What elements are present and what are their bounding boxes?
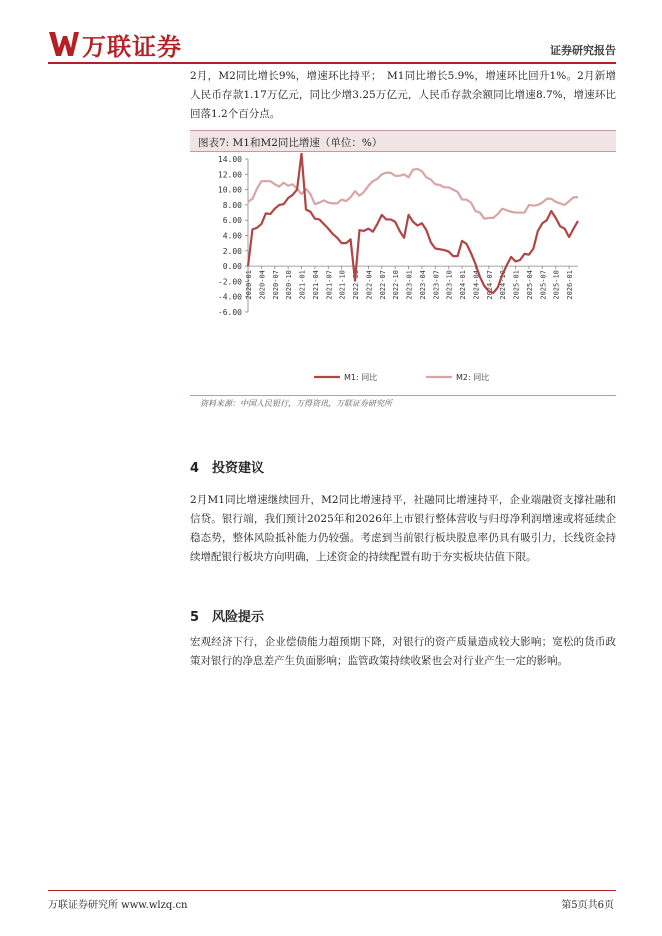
section-5-heading xyxy=(190,606,264,625)
x-tick-label: 2022-01 xyxy=(352,270,361,300)
x-tick-label: 2024-10 xyxy=(499,270,508,300)
x-tick-label: 2023-10 xyxy=(445,270,454,300)
y-tick-label: -4.00 xyxy=(217,292,242,302)
y-tick-label: -6.00 xyxy=(217,308,242,317)
x-tick-label: 2024-04 xyxy=(472,270,481,300)
header-rule xyxy=(48,62,616,64)
page-number: 第5页共6页 xyxy=(561,900,614,911)
figure-title-bar xyxy=(190,130,616,152)
y-tick-label: 6.00 xyxy=(222,216,242,226)
legend-label: M1: 同比 xyxy=(344,373,378,382)
report-type-label: 证券研究报告 xyxy=(550,44,616,57)
legend-label: M2: 同比 xyxy=(456,373,490,382)
x-tick-label: 2022-10 xyxy=(392,270,401,300)
company-logo xyxy=(48,28,182,60)
y-tick-label: 4.00 xyxy=(222,231,242,241)
series-line-2 xyxy=(248,169,578,219)
section-5-number: 5 xyxy=(190,610,200,625)
y-tick-label: 12.00 xyxy=(217,170,242,180)
x-tick-label: 2023-04 xyxy=(418,270,427,300)
y-tick-label: 0.00 xyxy=(222,262,242,272)
page-header xyxy=(48,28,616,64)
y-tick-label: 8.00 xyxy=(222,200,242,210)
section-5-title: 风险提示 xyxy=(212,610,265,625)
x-tick-label: 2026-01 xyxy=(566,270,575,300)
section-4-body: 2月M1同比增速继续回升，M2同比增速持平，社融同比增速持平，企业端融资支撑社融和信贷。银行端，我们预计2025年和2026年上市银行整体营收与归母净利润增速或将延续企稳态势，整体风险抵补能力仍较强。考虑到当前银行板块股息率仍具有吸引力，长线资金持续增配银行板块方向明确，上述资金的持续配置有助于夯实板块估值下限。 xyxy=(190,494,616,563)
figure-source: 资料来源：中国人民银行，万得资讯，万联证券研究所 xyxy=(200,399,392,408)
x-tick-label: 2021-10 xyxy=(338,270,347,300)
x-tick-label: 2025-07 xyxy=(539,270,548,300)
x-tick-label: 2022-04 xyxy=(365,270,374,300)
figure-title: 图表7: M1和M2同比增速（单位：%） xyxy=(198,137,383,149)
y-tick-label: 14.00 xyxy=(217,155,242,164)
section-4-heading xyxy=(190,457,264,476)
x-tick-label: 2020-01 xyxy=(245,270,253,300)
x-tick-label: 2023-01 xyxy=(405,270,414,300)
x-tick-label: 2024-07 xyxy=(485,270,494,300)
footer-rule xyxy=(48,890,616,891)
intro-paragraph: 2月，M2同比增长9%，增速环比持平； M1同比增长5.9%，增速环比回升1%。2月新增人民币存款1.17万亿元，同比少增3.25万亿元，人民币存款余额同比增速8.7%，增速环比回落1.2个百分点。 xyxy=(190,70,616,120)
figure-source-rule xyxy=(190,395,616,396)
x-tick-label: 2021-01 xyxy=(298,270,307,300)
y-tick-label: 10.00 xyxy=(217,185,242,195)
figure-m1-m2 xyxy=(190,130,616,413)
x-tick-label: 2020-10 xyxy=(285,270,294,300)
m1-m2-line-chart xyxy=(190,153,616,393)
x-tick-label: 2022-07 xyxy=(378,270,387,300)
section-4-number: 4 xyxy=(190,461,200,476)
x-tick-label: 2025-04 xyxy=(525,270,534,300)
logo-text: 万联证券 xyxy=(82,32,182,61)
x-tick-label: 2021-07 xyxy=(325,270,334,300)
x-tick-label: 2025-01 xyxy=(512,270,521,300)
x-tick-label: 2025-10 xyxy=(552,270,561,300)
x-tick-label: 2024-01 xyxy=(459,270,468,300)
x-tick-label: 2023-07 xyxy=(432,270,441,300)
y-tick-label: -2.00 xyxy=(217,277,242,287)
section-5-body: 宏观经济下行，企业偿债能力超预期下降，对银行的资产质量造成较大影响；宽松的货币政策对银行的净息差产生负面影响；监管政策持续收紧也会对行业产生一定的影响。 xyxy=(190,636,616,667)
footer-left: 万联证券研究所 www.wlzq.cn xyxy=(48,900,188,911)
y-tick-label: 2.00 xyxy=(222,246,242,256)
w-logo-icon xyxy=(48,30,80,58)
x-tick-label: 2020-07 xyxy=(271,270,280,300)
x-tick-label: 2020-04 xyxy=(258,270,267,300)
section-4-title: 投资建议 xyxy=(212,461,265,476)
x-tick-label: 2021-04 xyxy=(311,270,320,300)
